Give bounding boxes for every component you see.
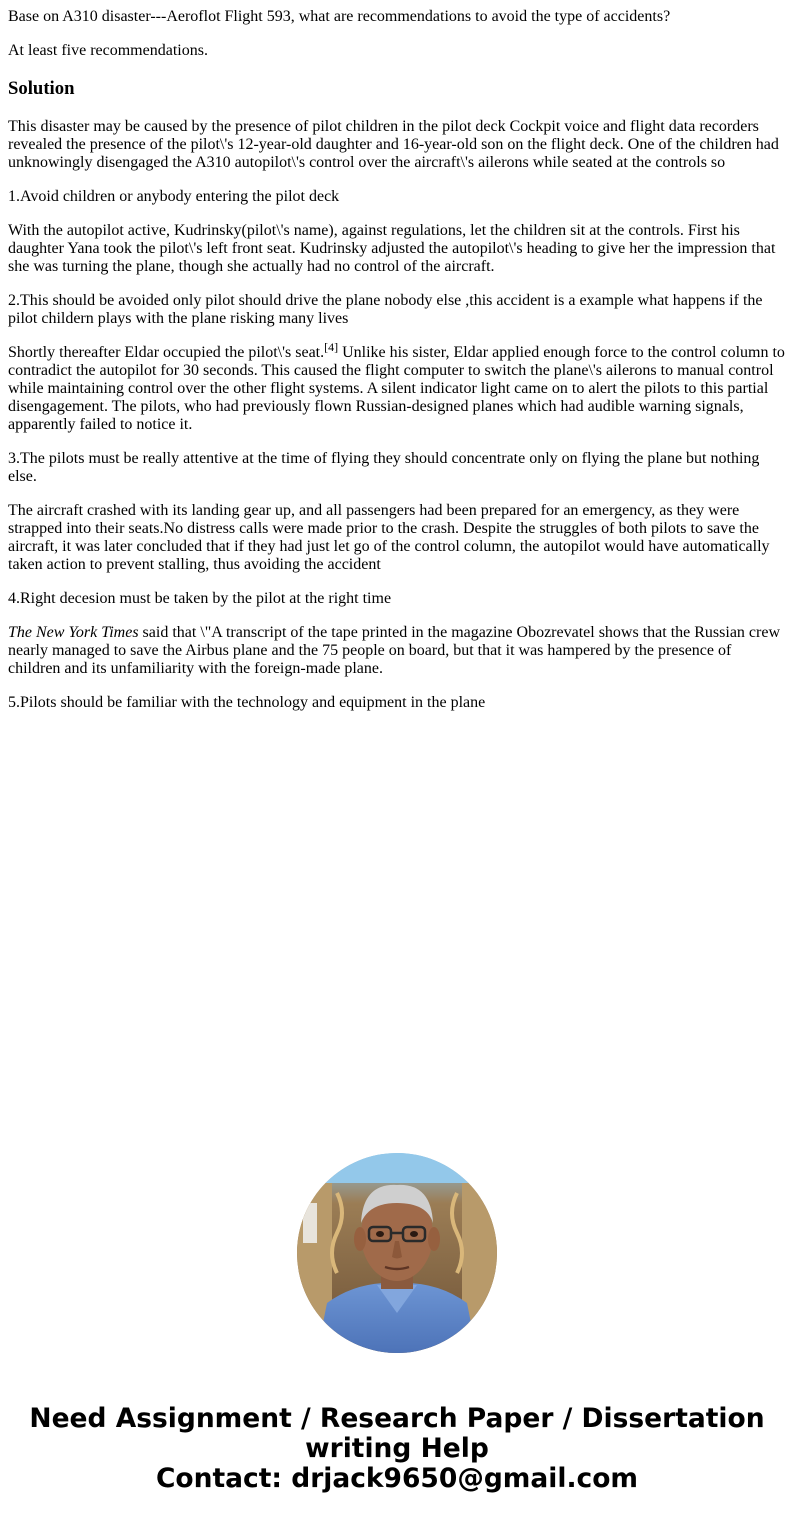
- paragraph-1: With the autopilot active, Kudrinsky(pilot\'s name), against regulations, let the children sit at the controls. First his daughter Yana took the pilot\'s left front seat. Kudrinsky adjusted the autopilot\'s heading to give her the impression that she was turning the plane, though she actually had no control of the aircraft.: [8, 222, 776, 275]
- recommendation-1: 1.Avoid children or anybody entering the pilot deck: [8, 188, 340, 205]
- paragraph-2-end: Unlike his sister, Eldar applied enough force to the control column to contradict the autopilot for 30 seconds. This caused the flight computer to switch the plane\'s ailerons to manual control while maintaining control over the other flight systems. A silent indicator light came on to alert the pilots to this partial disengagement. The pilots, who had previously flown Russian-designed planes which had audible warning signals, apparently failed to notice it.: [8, 344, 785, 433]
- solution-intro: This disaster may be caused by the presence of pilot children in the pilot deck Cockpit voice and flight data recorders revealed the presence of the pilot\'s 12-year-old daughter and 16-year-old son on the flight deck. One of the children had unknowingly disengaged the A310 autopilot\'s control over the aircraft\'s ailerons while seated at the controls so: [8, 118, 779, 171]
- cta-line-2: writing Help: [305, 1433, 489, 1464]
- solution-heading: Solution: [8, 78, 75, 99]
- paragraph-3: The aircraft crashed with its landing gear up, and all passengers had been prepared for an emergency, as they were strapped into their seats.No distress calls were made prior to the crash. Despite the struggles of both pilots to save the aircraft, it was later concluded that if they had just let go of the control column, the autopilot would have automatically taken action to prevent stalling, thus avoiding the accident: [8, 502, 770, 573]
- paragraph-2-start: Shortly thereafter Eldar occupied the pilot\'s seat.: [8, 344, 325, 361]
- portrait-icon: [297, 1153, 497, 1353]
- document-body: [8, 8, 786, 728]
- question-text: Base on A310 disaster---Aeroflot Flight 593, what are recommendations to avoid the type of accidents?: [8, 8, 671, 25]
- recommendation-4: 4.Right decesion must be taken by the pilot at the right time: [8, 590, 392, 607]
- paragraph-4: [8, 624, 786, 678]
- question-subtext: At least five recommendations.: [8, 42, 208, 59]
- avatar: [297, 1153, 497, 1353]
- recommendation-2: 2.This should be avoided only pilot should drive the plane nobody else ,this accident is a example what happens if the pilot childern plays with the plane risking many lives: [8, 292, 763, 327]
- citation-ref[interactable]: [4]: [324, 340, 339, 354]
- newspaper-name: The New York Times: [8, 624, 139, 641]
- paragraph-2: [8, 340, 786, 434]
- recommendation-5: 5.Pilots should be familiar with the technology and equipment in the plane: [8, 694, 486, 711]
- paragraph-4-text: said that \"A transcript of the tape printed in the magazine Obozrevatel shows that the Russian crew nearly managed to save the Airbus plane and the 75 people on board, but that it was hampered by the presence of children and its unfamiliarity with the foreign-made plane.: [8, 624, 780, 677]
- recommendation-3: 3.The pilots must be really attentive at the time of flying they should concentrate only on flying the plane but nothing else.: [8, 450, 760, 485]
- cta-contact-line[interactable]: Contact: drjack9650@gmail.com: [155, 1463, 639, 1494]
- contact-banner: [0, 1404, 794, 1494]
- cta-line-1: Need Assignment / Research Paper / Dissertation: [29, 1403, 765, 1434]
